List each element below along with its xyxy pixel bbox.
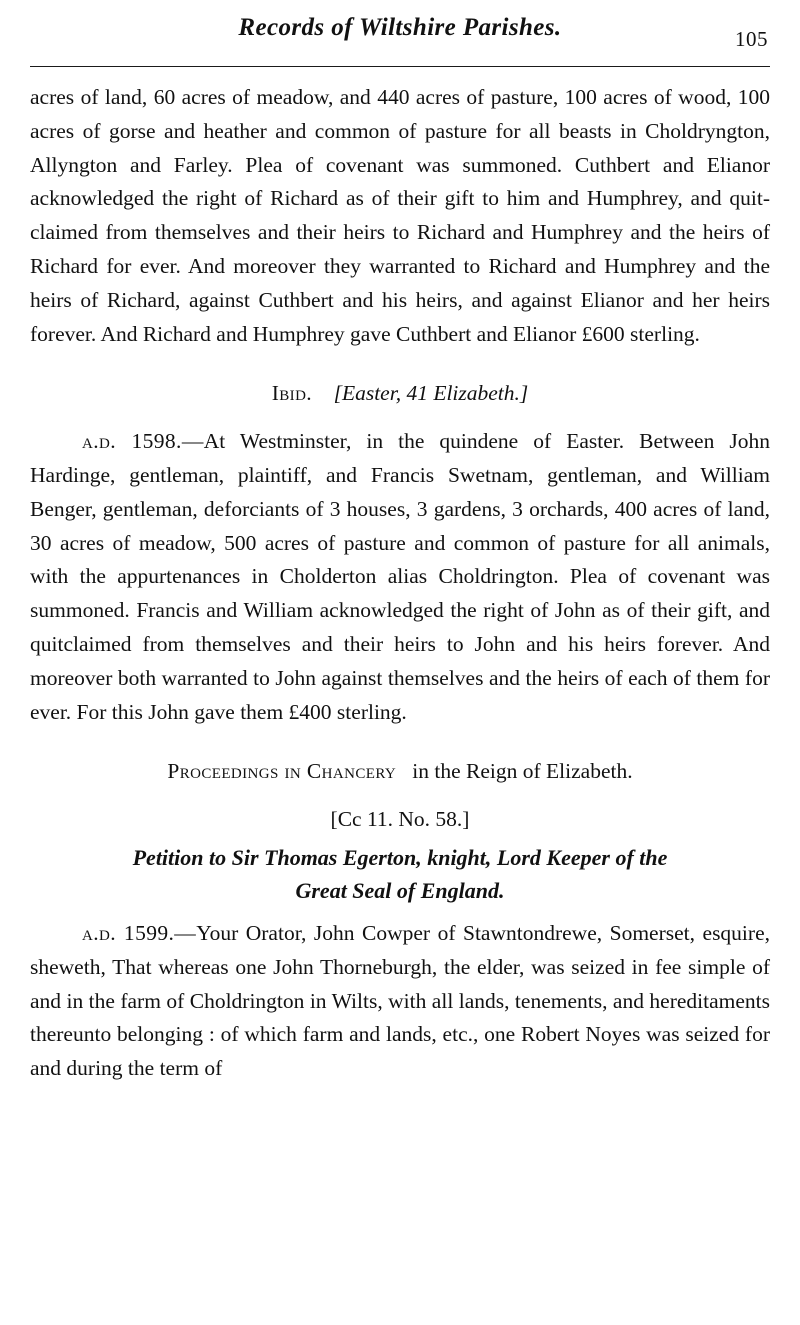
paragraph-petition-body bbox=[30, 917, 770, 1086]
paragraph-3-date-lead: a.d. 1599.— bbox=[82, 920, 197, 945]
header-divider-rule bbox=[30, 66, 770, 67]
running-title: Records of Wiltshire Parishes. bbox=[238, 14, 562, 41]
heading-ibid-label: Ibid. bbox=[271, 381, 313, 406]
petition-heading-line-1: Petition to Sir Thomas Egerton, knight, Lord Keeper of the bbox=[132, 844, 668, 870]
petition-heading-line-2: Great Seal of England. bbox=[295, 877, 505, 903]
heading-ibid-bracket: [Easter, 41 Elizabeth.] bbox=[333, 381, 529, 406]
heading-reference: [Cc 11. No. 58.] bbox=[330, 807, 470, 832]
paragraph-fine-hardinge bbox=[30, 425, 770, 729]
paragraph-3-body: Your Orator, John Cowper of Stawntondrewe, Somerset, esquire, sheweth, That whereas one John Thorneburgh, the elder, was seized in fee simple of and in the farm of Choldrington in Wilts, with all lands, tenements, and hereditaments thereunto belonging : of which farm and lands, etc., one Robert Noyes was seized for and during the term of bbox=[30, 920, 770, 1081]
heading-ibid bbox=[30, 377, 770, 411]
paragraph-2-body: At Westminster, in the quindene of Easter. Between John Hardinge, gentleman, plaintiff, and Francis Swetnam, gentleman, and William Benger, gentleman, deforciants of 3 houses, 3 gardens, 3 orchards, 400 acres of land, 30 acres of meadow, 500 acres of pasture and common of pasture for all animals, with the appurtenances in Cholderton alias Choldrington. Plea of covenant was summoned. Francis and William acknowledged the right of John as of their gift, and quitclaimed from themselves and their heirs to John and his heirs forever. And moreover both warranted to John against themselves and the heirs of each of them for ever. For this John gave them £400 sterling. bbox=[30, 429, 770, 724]
heading-chancery-smallcaps: Proceedings in Chancery bbox=[167, 759, 397, 784]
paragraph-2-date-lead: a.d. 1598.— bbox=[82, 429, 204, 454]
running-head bbox=[30, 14, 770, 54]
paragraph-fine-cuthbert: acres of land, 60 acres of meadow, and 440 acres of pasture, 100 acres of wood, 100 acres of gorse and heather and common of pasture for all beasts in Choldryngton, Allyngton and Farley. Plea of covenant was summoned. Cuthbert and Elianor acknowledged the right of Richard as of their gift to him and Humphrey, and quit-claimed from themselves and their heirs to Richard and Humphrey and the heirs of Richard for ever. And moreover they warranted to Richard and Humphrey and the heirs of Richard, against Cuthbert and his heirs, and against Elianor and her heirs forever. And Richard and Humphrey gave Cuthbert and Elianor £600 sterling. bbox=[30, 85, 770, 346]
page-number: 105 bbox=[735, 27, 768, 51]
heading-chancery-rest: in the Reign of Elizabeth. bbox=[412, 759, 633, 784]
body-text bbox=[30, 81, 770, 1086]
heading-chancery bbox=[30, 755, 770, 789]
petition-heading bbox=[30, 841, 770, 907]
